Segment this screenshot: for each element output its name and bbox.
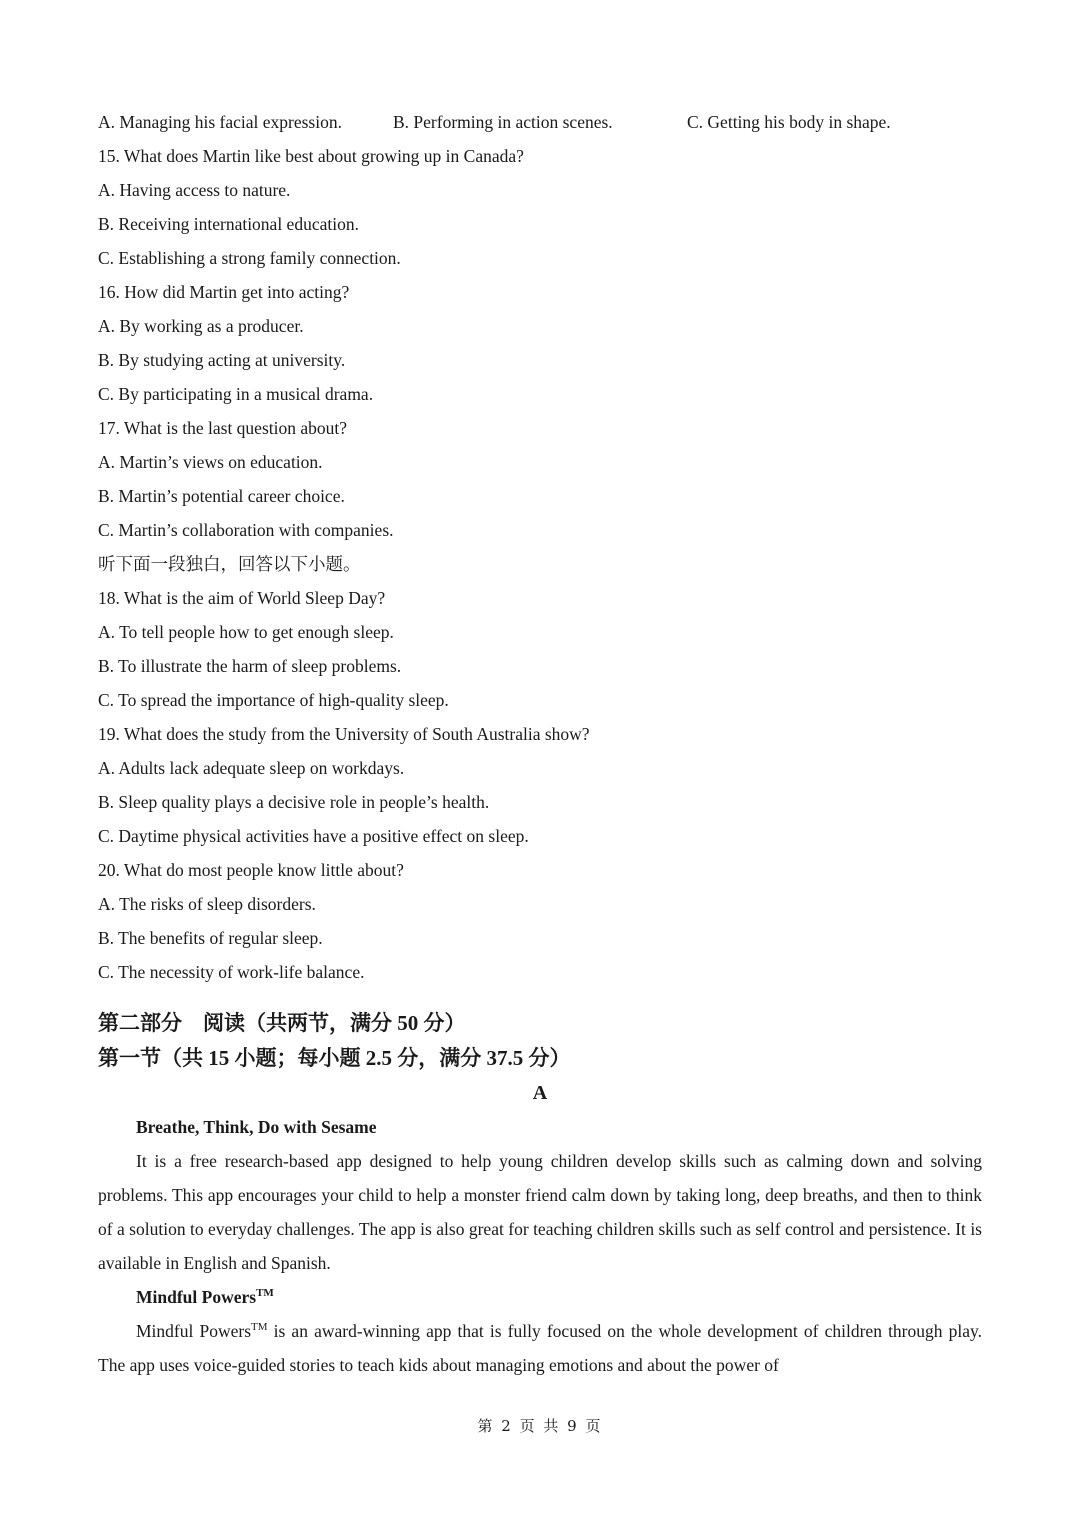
monologue-instruction: 听下面一段独白，回答以下小题。 bbox=[98, 554, 361, 574]
option-a: A. By working as a producer. bbox=[98, 316, 304, 336]
page-footer: 第 2 页 共 9 页 bbox=[477, 1417, 603, 1435]
question-17 bbox=[98, 411, 982, 547]
option-c: C. Establishing a strong family connection. bbox=[98, 248, 401, 268]
app2-body-text: is an award-winning app that is fully focused on the whole development of children through play. The app uses voice-guided stories to teach kids about managing emotions and about the power of bbox=[98, 1321, 982, 1375]
app1-title: Breathe, Think, Do with Sesame bbox=[136, 1117, 377, 1137]
q14-option-c: C. Getting his body in shape. bbox=[687, 112, 891, 132]
passage-letter: A bbox=[532, 1082, 548, 1104]
document-page bbox=[98, 105, 982, 1382]
q14-option-b: B. Performing in action scenes. bbox=[393, 112, 613, 132]
question-text: 16. How did Martin get into acting? bbox=[98, 282, 350, 302]
trademark-sup: TM bbox=[256, 1287, 274, 1299]
app2-body bbox=[98, 1314, 982, 1382]
question-19 bbox=[98, 717, 982, 853]
option-b: B. To illustrate the harm of sleep problems. bbox=[98, 656, 402, 676]
option-b: B. Sleep quality plays a decisive role in people’s health. bbox=[98, 792, 490, 812]
question-16 bbox=[98, 275, 982, 411]
option-a: A. Martin’s views on education. bbox=[98, 452, 323, 472]
question-15 bbox=[98, 139, 982, 275]
q14-options bbox=[98, 105, 982, 139]
option-b: B. Martin’s potential career choice. bbox=[98, 486, 345, 506]
option-c: C. The necessity of work-life balance. bbox=[98, 962, 365, 982]
q14-option-a: A. Managing his facial expression. bbox=[98, 112, 342, 132]
option-a: A. To tell people how to get enough sleep. bbox=[98, 622, 394, 642]
section1-title: 第一节（共 15 小题；每小题 2.5 分，满分 37.5 分） bbox=[98, 1046, 571, 1070]
option-c: C. Daytime physical activities have a positive effect on sleep. bbox=[98, 826, 529, 846]
question-text: 20. What do most people know little about? bbox=[98, 860, 404, 880]
question-20 bbox=[98, 853, 982, 989]
question-18 bbox=[98, 581, 982, 717]
option-c: C. By participating in a musical drama. bbox=[98, 384, 374, 404]
option-c: C. To spread the importance of high-quality sleep. bbox=[98, 690, 449, 710]
app2-title bbox=[98, 1280, 982, 1314]
app1-body: It is a free research-based app designed to help young children develop skills such as calming down and solving problems. This app encourages your child to help a monster friend calm down by taking long, deep breaths, and then to think of a solution to everyday challenges. The app is also great for teaching children skills such as self control and persistence. It is available in English and Spanish. bbox=[98, 1151, 982, 1273]
question-text: 19. What does the study from the University of South Australia show? bbox=[98, 724, 590, 744]
app2-title-text: Mindful Powers bbox=[136, 1287, 257, 1307]
option-b: B. The benefits of regular sleep. bbox=[98, 928, 323, 948]
part2-title: 第二部分 阅读（共两节，满分 50 分） bbox=[98, 1011, 466, 1035]
option-a: A. Adults lack adequate sleep on workdays. bbox=[98, 758, 405, 778]
app2-name: Mindful Powers bbox=[136, 1321, 252, 1341]
option-a: A. The risks of sleep disorders. bbox=[98, 894, 316, 914]
option-a: A. Having access to nature. bbox=[98, 180, 291, 200]
question-text: 18. What is the aim of World Sleep Day? bbox=[98, 588, 386, 608]
option-b: B. By studying acting at university. bbox=[98, 350, 346, 370]
option-b: B. Receiving international education. bbox=[98, 214, 359, 234]
trademark-sup: TM bbox=[251, 1321, 268, 1333]
option-c: C. Martin’s collaboration with companies. bbox=[98, 520, 394, 540]
question-text: 15. What does Martin like best about growing up in Canada? bbox=[98, 146, 524, 166]
question-text: 17. What is the last question about? bbox=[98, 418, 348, 438]
